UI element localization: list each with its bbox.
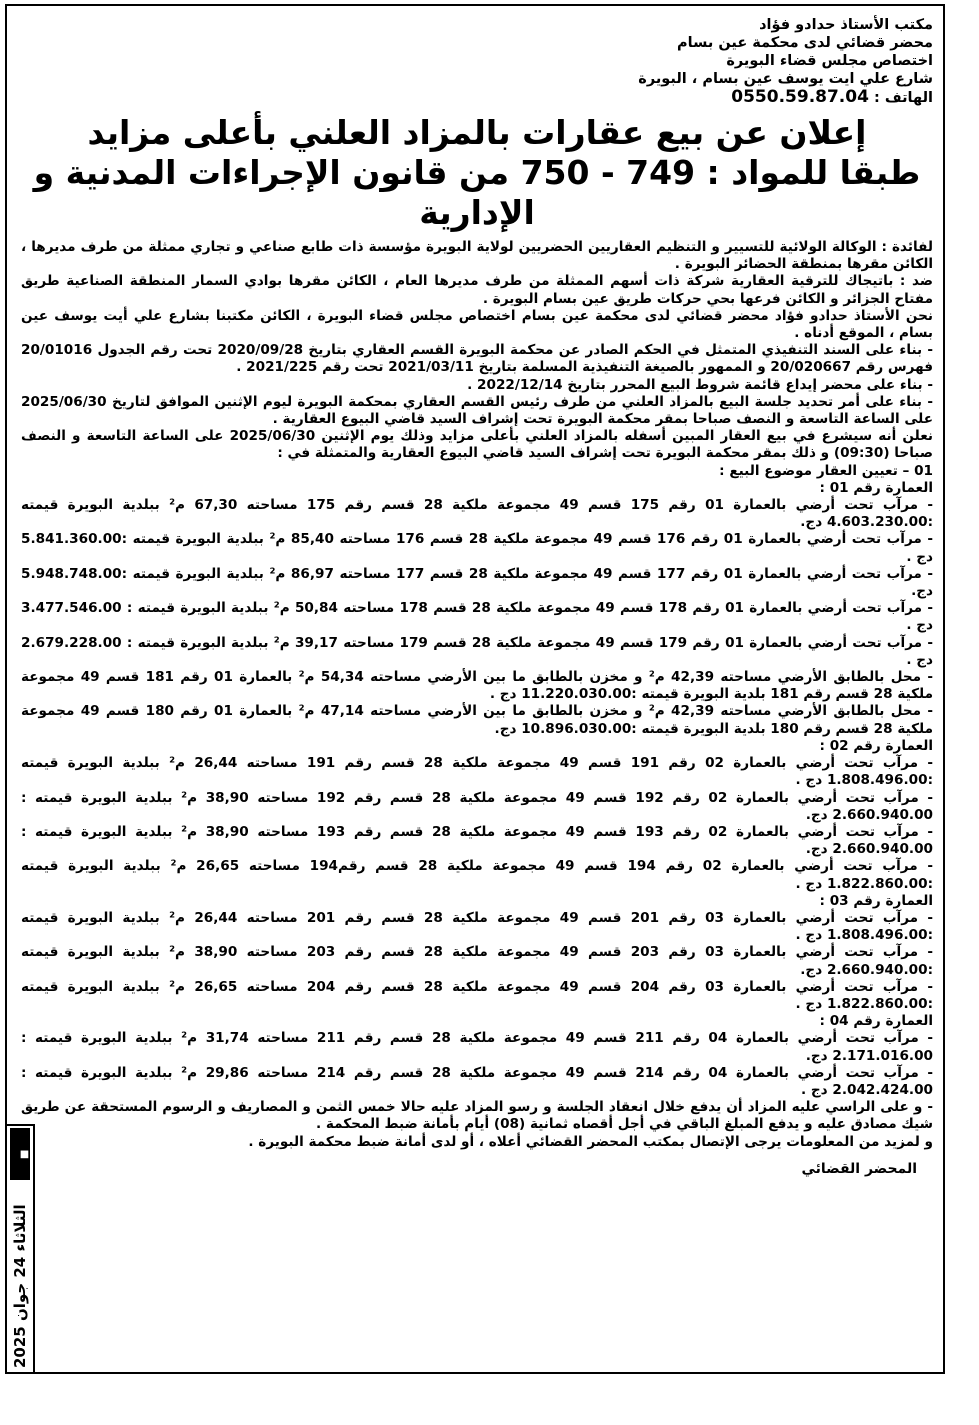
office-jurisdiction: اختصاص مجلس قضاء البويرة bbox=[726, 53, 933, 69]
newspaper-logo: ■ bbox=[10, 1128, 30, 1180]
body-paragraph: نعلن أنه سيشرع في بيع العقار المبين أسفله بالمزاد العلني بأعلى مزايد وذلك يوم الإثنين 2025/06/30 على الساعة التاسعة و النصف صباحا (09:30) و ذلك بمقر محكمة البويرة تحت إشراف السيد قاضي البيوع العقارية والمتمثلة في : bbox=[21, 428, 933, 462]
body-paragraph: - مرآب تحت أرضي بالعمارة 01 رقم 177 قسم 49 مجموعة ملكية 28 قسم 177 مساحته 86,97 م² ببلدية البويرة قيمته :5.948.748.00 دج. bbox=[21, 565, 934, 600]
newspaper-side-bar bbox=[7, 1124, 35, 1372]
body-paragraph: - مرآب تحت أرضي بالعمارة 01 رقم 178 قسم 49 مجموعة ملكية 28 قسم 178 مساحته 50,84 م² ببلدية البويرة قيمته : 3.477.546.00 دج . bbox=[21, 600, 934, 634]
body-paragraph: العمارة رقم 01 : bbox=[819, 479, 933, 496]
announcement-frame bbox=[5, 4, 945, 1374]
phone-number: 0550.59.87.04 bbox=[731, 87, 869, 107]
body-paragraph: لفائدة : الوكالة الولائية للتسيير و التنظيم العقاريين الحضريين لولاية البويرة مؤسسة ذات طابع صناعي و تجاري ممثلة من طرف مديرها ، الكائن مقرها بمنطقة الحضائر البويرة . bbox=[21, 239, 933, 273]
office-name: مكتب الأستاذ حدادو فؤاد bbox=[759, 17, 933, 33]
title-line-2: طبقا للمواد : 749 - 750 من قانون الإجراءات المدنية و الإدارية bbox=[33, 153, 921, 232]
body-paragraph: - بناء على محضر إيداع قائمة شروط البيع المحرر بتاريخ 2022/12/14 . bbox=[467, 376, 933, 393]
announcement-content bbox=[21, 6, 933, 1372]
body-paragraph: 01 – تعيين العقار موضوع البيع : bbox=[719, 462, 933, 479]
body-paragraph: - محل بالطابق الأرضي مساحته 42,39 م² و مخزن بالطابق ما بين الأرضي مساحته 47,14 م² بالعمارة 01 رقم 180 قسم 49 مجموعة ملكية 28 قسم رقم 180 بلدية البويرة قيمته :10.896.030.00 دج. bbox=[21, 703, 933, 737]
body-paragraph: - مرآب تحت أرضي بالعمارة 01 رقم 175 قسم 49 مجموعة ملكية 28 قسم رقم 175 مساحته 67,30 م² ببلدية البويرة قيمته :4.603.230.00 دج. bbox=[21, 497, 934, 531]
announcement-title bbox=[21, 113, 933, 233]
body-paragraph: - مرآب تحت أرضي بالعمارة 03 رقم 203 قسم 49 مجموعة ملكية 28 قسم رقم 203 مساحته 38,90 م² ببلدية البويرة قيمته :2.660.940.00 دج. bbox=[21, 944, 934, 978]
phone-label: الهاتف : bbox=[874, 90, 933, 106]
body-paragraph: - و على الراسي عليه المزاد أن يدفع خلال انعقاد الجلسة و رسو المزاد عليه حالا خمس الثمن و المصاريف و الرسوم المستحقة عن طريق شيك مصادق عليه و يدفع المبلغ الباقي في أجل أقصاه ثمانية (08) أيام بأمانة ضبط المحكمة . bbox=[21, 1099, 933, 1133]
office-address: شارع علي ايت يوسف عين بسام ، البويرة bbox=[638, 71, 933, 87]
signature: المحضر القضائي bbox=[801, 1160, 917, 1177]
body-paragraph: - بناء على السند التنفيذي المتمثل في الحكم الصادر عن محكمة البويرة القسم العقاري بتاريخ 2020/09/28 تحت رقم الجدول 20/01016 فهرس رقم 20/020667 و الممهور بالصيغة التنفيذية المسلمة بتاريخ 2021/03/11 تحت رقم 2021/225 . bbox=[21, 342, 933, 376]
body-paragraph: العمارة رقم 02 : bbox=[819, 737, 933, 754]
body-paragraph: - مرآب تحت أرضي بالعمارة 02 رقم 192 قسم 49 مجموعة ملكية 28 قسم رقم 192 مساحته 38,90 م² ببلدية البويرة قيمته : 2.660.940.00 دج. bbox=[21, 789, 934, 823]
title-line-1: إعلان عن بيع عقارات بالمزاد العلني بأعلى مزايد bbox=[87, 113, 867, 152]
body-paragraph: - مرآب تحت أرضي بالعمارة 01 رقم 179 قسم 49 مجموعة ملكية 28 قسم 179 مساحته 39,17 م² ببلدية البويرة قيمته : 2.679.228.00 دج . bbox=[21, 634, 934, 668]
body-paragraph: - مرآب تحت أرضي بالعمارة 03 رقم 204 قسم 49 مجموعة ملكية 28 قسم رقم 204 مساحته 26,65 م² ببلدية البويرة قيمته :1.822.860.00 دج . bbox=[21, 978, 934, 1012]
body-paragraph: - مرآب تحت أرضي بالعمارة 02 رقم 193 قسم 49 مجموعة ملكية 28 قسم رقم 193 مساحته 38,90 م² ببلدية البويرة قيمته : 2.660.940.00 دج. bbox=[21, 823, 934, 858]
body-paragraph: - محل بالطابق الأرضي مساحته 42,39 م² و مخزن بالطابق ما بين الأرضي مساحته 54,34 م² بالعمارة 01 رقم 181 قسم 49 مجموعة ملكية 28 قسم رقم 181 بلدية البويرة قيمته :11.220.030.00 دج . bbox=[21, 669, 933, 703]
office-header bbox=[21, 16, 933, 107]
issue-date: الثلاثاء 24 جوان 2025 bbox=[11, 1204, 29, 1368]
body-paragraph: ضد : باتيجاك للترقية العقارية شركة ذات أسهم الممثلة من طرف مديرها العام ، الكائن مقرها بوادي السمار المنطقة الصناعية طريق مفتاح الجزائر و الكائن فرعها بحي حركات طريق عين بسام البويرة . bbox=[21, 273, 933, 307]
body-paragraph: - بناء على أمر تحديد جلسة البيع بالمزاد العلني من طرف رئيس القسم العقاري بمحكمة البويرة ليوم الإثنين الموافق لتاريخ 2025/06/30 على الساعة التاسعة و النصف صباحا بمقر محكمة البويرة تحت إشراف السيد قاضي البيوع العقارية . bbox=[21, 393, 933, 428]
body-paragraph: و لمزيد من المعلومات يرجى الإتصال بمكتب المحضر القضائي أعلاه ، أو لدى أمانة ضبط محكمة البويرة . bbox=[248, 1133, 933, 1150]
body-paragraph: - مرآب تحت أرضي بالعمارة 04 رقم 211 قسم 49 مجموعة ملكية 28 قسم رقم 211 مساحته 31,74 م² ببلدية البويرة قيمته : 2.171.016.00 دج. bbox=[21, 1030, 934, 1064]
body-paragraph: - مرآب تحت أرضي بالعمارة 03 رقم 201 قسم 49 مجموعة ملكية 28 قسم رقم 201 مساحته 26,44 م² ببلدية البويرة قيمته :1.808.496.00 دج . bbox=[21, 909, 934, 944]
body-paragraph: العمارة رقم 04 : bbox=[819, 1013, 933, 1030]
announcement-body bbox=[21, 239, 933, 1151]
body-paragraph: - مرآب تحت أرضي بالعمارة 02 رقم 191 قسم 49 مجموعة ملكية 28 قسم رقم 191 مساحته 26,44 م² ببلدية البويرة قيمته :1.808.496.00 دج . bbox=[21, 755, 934, 789]
body-paragraph: - مرآب تحت أرضي بالعمارة 02 رقم 194 قسم 49 مجموعة ملكية 28 قسم رقم194 مساحته 26,65 م² ببلدية البويرة قيمته :1.822.860.00 دج . bbox=[21, 858, 934, 892]
body-paragraph: - مرآب تحت أرضي بالعمارة 04 رقم 214 قسم 49 مجموعة ملكية 28 قسم رقم 214 مساحته 29,86 م² ببلدية البويرة قيمته : 2.042.424.00 دج . bbox=[21, 1064, 934, 1098]
office-role: محضر قضائي لدى محكمة عين بسام bbox=[677, 35, 933, 51]
body-paragraph: نحن الأستاذ حدادو فؤاد محضر قضائي لدى محكمة عين بسام اختصاص مجلس قضاء البويرة ، الكائن مكتبنا بشارع علي أيت يوسف عين بسام ، الموقع أدناه . bbox=[21, 307, 933, 342]
office-phone-line bbox=[21, 88, 933, 107]
body-paragraph: - مرآب تحت أرضي بالعمارة 01 رقم 176 قسم 49 مجموعة ملكية 28 قسم 176 مساحته 85,40 م² ببلدية البويرة قيمته :5.841.360.00 دج . bbox=[21, 531, 934, 565]
body-paragraph: العمارة رقم 03 : bbox=[819, 892, 933, 909]
